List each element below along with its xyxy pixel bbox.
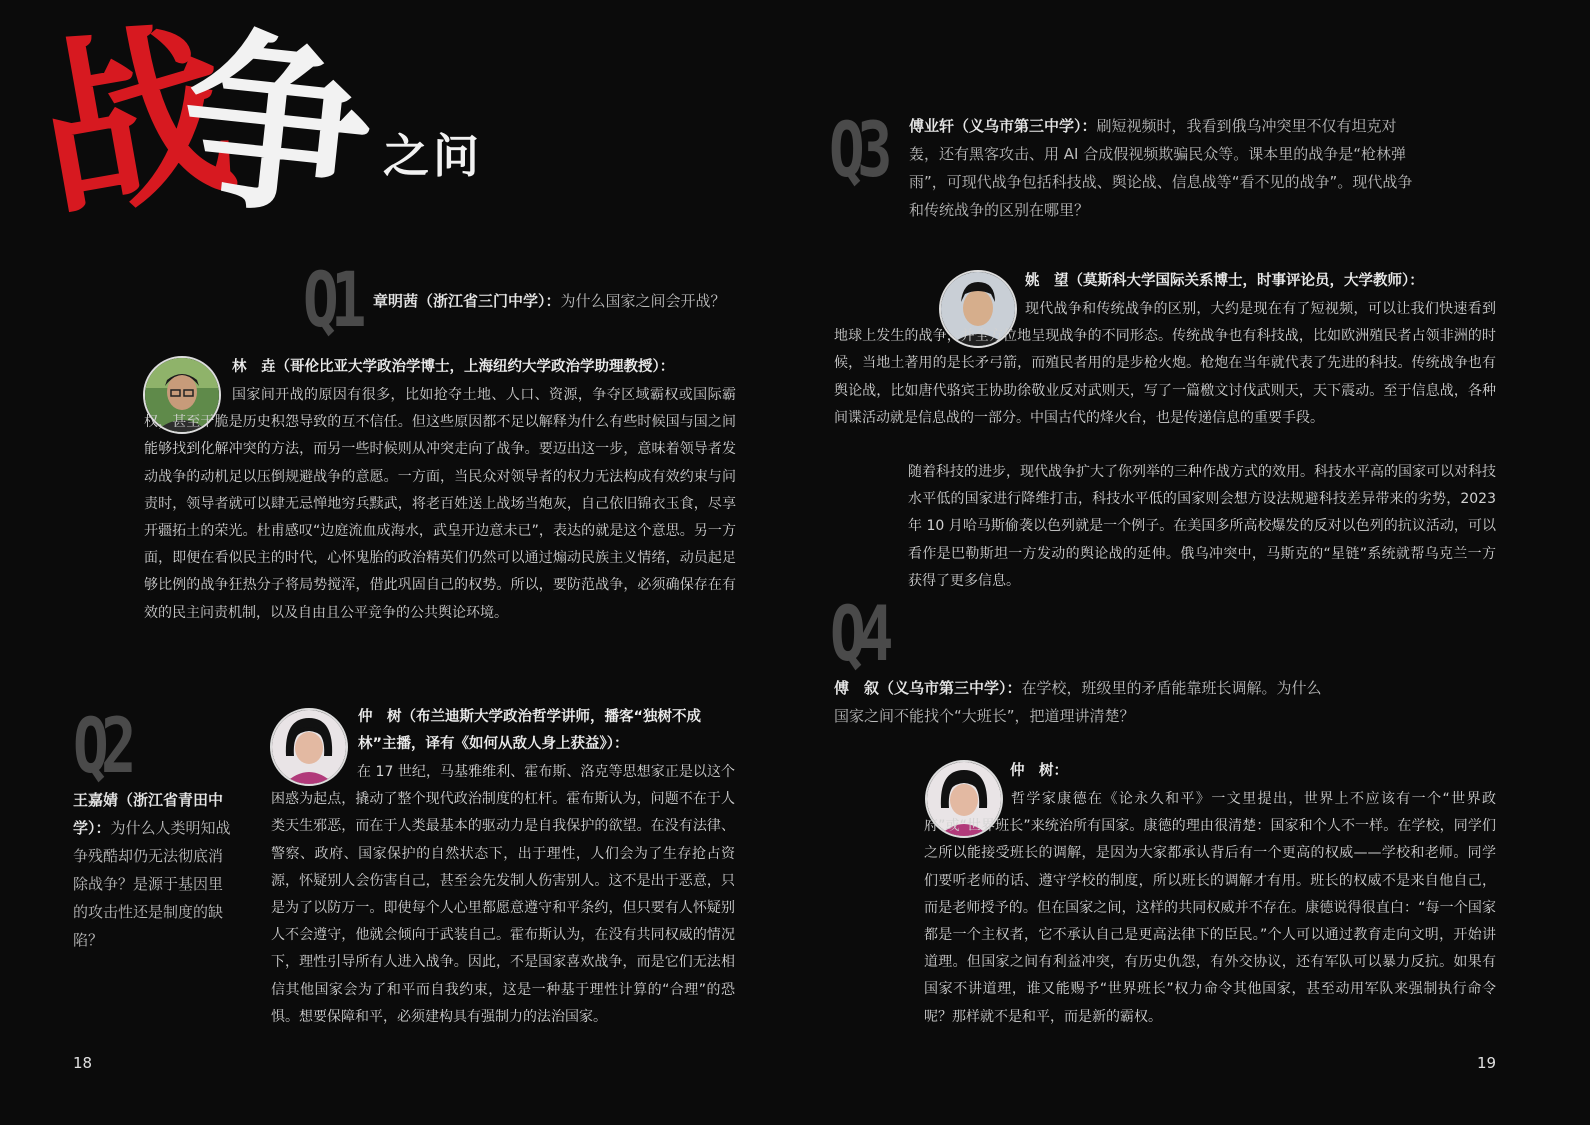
q2-answer-name: 仲 树（布兰迪斯大学政治哲学讲师，播客“独树不成林”主播，译有《如何从敌人身上获益》）： (358, 709, 702, 752)
q2-mark: Q2 (73, 701, 129, 790)
q1-answer-text: 国家间开战的原因有很多，比如抢夺土地、人口、资源，争夺区域霸权或国际霸权，甚至干脆是历史积怨导致的互不信任。但这些原因都不足以解释为什么有些时候国与国之间能够找到化解冲突的方法，而另一些时候则从冲突走向了战争。要迈出这一步，意味着领导者发动战争的动机足以压倒规避战争的意愿。一方面，当民众对领导者的权力无法构成有效约束与问责时，领导者就可以肆无忌惮地穷兵黩武，将老百姓送上战场当炮灰，自己依旧锦衣玉食，尽享开疆拓土的荣光。杜甫感叹“边庭流血成海水，武皇开边意未已”，表达的就是这个意思。另一方面，即便在看似民主的时代，心怀鬼胎的政治精英们仍然可以通过煽动民族主义情绪，动员起足够比例的战争狂热分子将局势搅浑，借此巩固自己的权势。所以，要防范战争，必须确保存在有效的民主问责机制，以及自由且公平竞争的公共舆论环境。 (144, 387, 736, 621)
q3-question-text: 刷短视频时，我看到俄乌冲突里不仅有坦克对轰，还有黑客攻击、用 AI 合成假视频欺骗民众等。课本里的战争是“枪林弹雨”，可现代战争包括科技战、舆论战、信息战等“看不见的战争”。现代战争和传统战争的区别在哪里？ (909, 117, 1413, 219)
q2-asker: 王嘉婧（浙江省青田中学）： (73, 791, 224, 837)
q3-answer-text-1: 现代战争和传统战争的区别，大约是现在有了短视频，可以让我们快速看到地球上发生的战争，并全方位地呈现战争的不同形态。传统战争也有科技战，比如欧洲殖民者占领非洲的时候，当地土著用的是长矛弓箭，而殖民者用的是步枪火炮。枪炮在当年就代表了先进的科技。传统战争也有舆论战，比如唐代骆宾王协助徐敬业反对武则天，写了一篇檄文讨伐武则天，天下震动。至于信息战，各种间谍活动就是信息战的一部分。中国古代的烽火台，也是传递信息的重要手段。 (834, 301, 1496, 426)
q2-question (73, 786, 233, 954)
q4-asker: 傅 叙（义乌市第三中学）： (834, 679, 1022, 697)
q3-answer-name: 姚 望（莫斯科大学国际关系博士，时事评论员，大学教师）： (1025, 273, 1424, 289)
q3-answer-1 (834, 296, 1496, 432)
q4-question-text: 在学校，班级里的矛盾能靠班长调解。为什么国家之间不能找个“大班长”，把道理讲清楚？ (834, 679, 1322, 725)
q3-answer-text-2: 随着科技的进步，现代战争扩大了你列举的三种作战方式的效用。科技水平高的国家可以对科技水平低的国家进行降维打击，科技水平低的国家则会想方设法规避科技差异带来的劣势，2023 年 10 月哈马斯偷袭以色列就是一个例子。在美国多所高校爆发的反对以色列的抗议活动，可以看作是巴勒斯坦一方发动的舆论战的延伸。俄乌冲突中，马斯克的“星链”系统就帮乌克兰一方获得了更多信息。 (908, 464, 1496, 589)
q2-question-text: 为什么人类明知战争残酷却仍无法彻底消除战争？是源于基因里的攻击性还是制度的缺陷？ (73, 819, 231, 949)
q1-question (373, 287, 753, 315)
q1-answer (144, 382, 736, 627)
q1-mark: Q1 (303, 255, 359, 344)
headline-small: 之问 (383, 129, 483, 183)
headline-char-2: 争 (170, 5, 354, 244)
q4-answer-name: 仲 树： (1010, 763, 1068, 779)
q2-answer-text: 在 17 世纪，马基雅维利、霍布斯、洛克等思想家正是以这个困惑为起点，撬动了整个现代政治制度的杠杆。霍布斯认为，问题不在于人类天生邪恶，而在于人类最基本的驱动力是自我保护的欲望。在没有法律、警察、政府、国家保护的自然状态下，出于理性，人们会为了生存抢占资源，怀疑别人会伤害自己，甚至会先发制人伤害别人。这不是出于恶意，只是为了以防万一。即使每个人心里都愿意遵守和平条约，但只要有人怀疑别人不会遵守，他就会倾向于武装自己。霍布斯认为，在没有共同权威的情况下，理性引导所有人进入战争。因此，不是国家喜欢战争，而是它们无法相信其他国家会为了和平而自我约束，这是一种基于理性计算的“合理”的恐惧。想要保障和平，必须建构具有强制力的法治国家。 (271, 764, 735, 1025)
q1-answer-name: 林 垚（哥伦比亚大学政治学博士，上海纽约大学政治学助理教授）： (232, 359, 675, 375)
headline-char-1: 战 (21, 0, 219, 249)
q4-question (834, 674, 1324, 730)
q1-question-text: 为什么国家之间会开战？ (560, 292, 726, 310)
q2-answer (271, 759, 735, 1031)
q3-asker: 傅业轩（义乌市第三中学）： (909, 117, 1097, 135)
page-number-left: 18 (73, 1054, 93, 1072)
q3-question (909, 112, 1414, 224)
q3-mark: Q3 (829, 105, 885, 194)
headline-big (21, 0, 354, 249)
q1-asker: 章明茜（浙江省三门中学）： (373, 292, 561, 310)
q4-mark: Q4 (830, 589, 886, 678)
q4-answer (924, 786, 1496, 1031)
q3-answer-2 (908, 459, 1496, 595)
page-number-right: 19 (1477, 1054, 1497, 1072)
q4-answer-text: 哲学家康德在《论永久和平》一文里提出，世界上不应该有一个“世界政府”或“世界班长”来统治所有国家。康德的理由很清楚：国家和个人不一样。在学校，同学们之所以能接受班长的调解，是因为大家都承认背后有一个更高的权威——学校和老师。同学们要听老师的话、遵守学校的制度，所以班长的调解才有用。班长的权威不是来自他自己，而是老师授予的。但在国家之间，这样的共同权威并不存在。康德说得很直白：“每一个国家都是一个主权者，它不承认自己是更高法律下的臣民。”个人可以通过教育走向文明，开始讲道理。但国家之间有利益冲突，有历史仇怨，有外交协议，还有军队可以暴力反抗。如果有国家不讲道理，谁又能赐予“世界班长”权力命令其他国家，甚至动用军队来强制执行命令呢？那样就不是和平，而是新的霸权。 (924, 791, 1496, 1025)
